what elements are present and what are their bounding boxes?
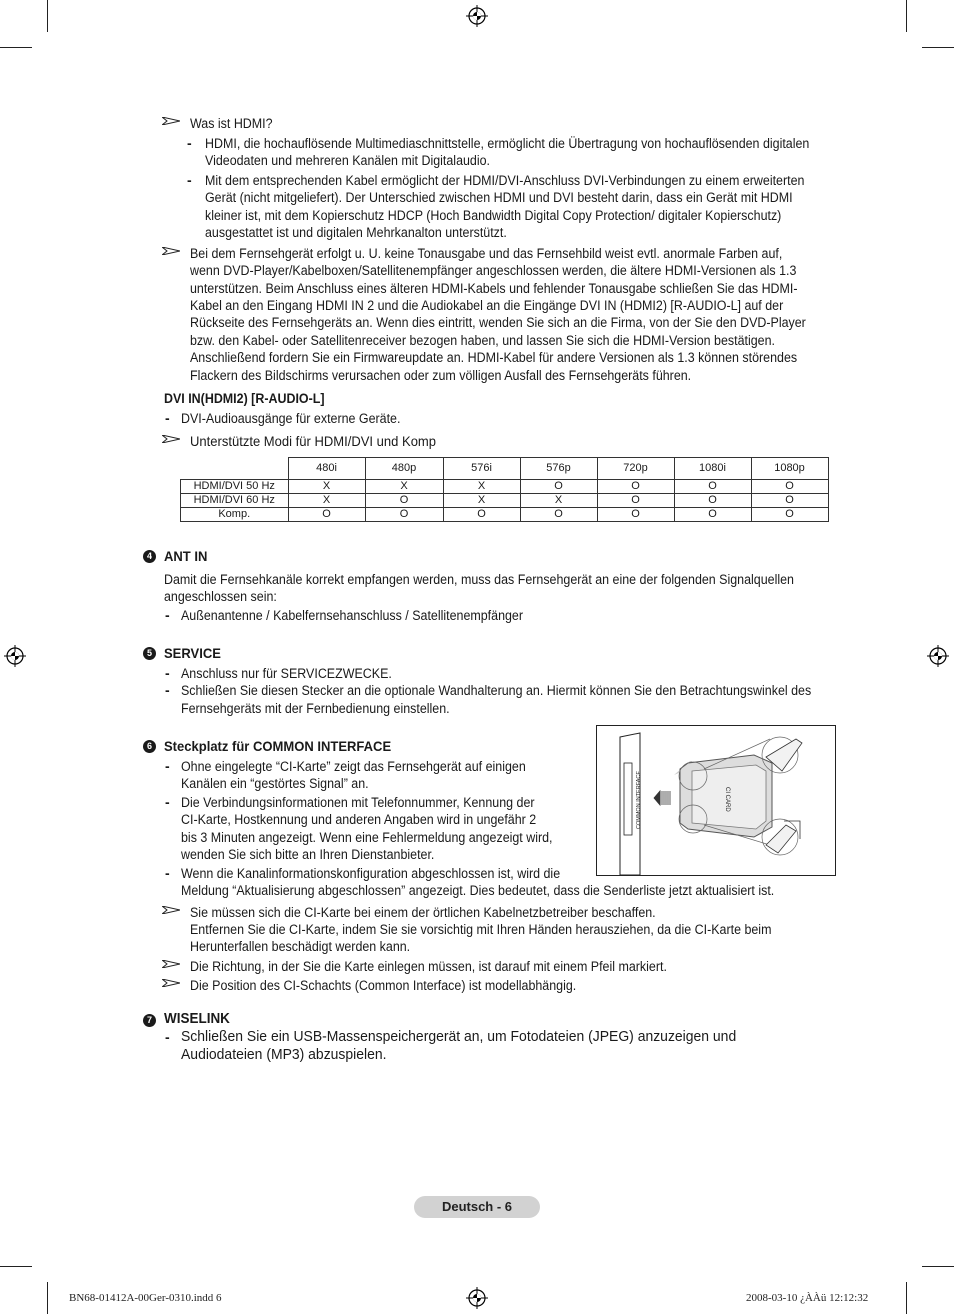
file-slug: BN68-01412A-00Ger-0310.indd 6 [69,1292,222,1304]
ci-card-label: CI CARD [724,787,730,812]
table-row [181,508,829,522]
ant-heading: ANT IN [164,548,208,564]
note-arrow-icon [162,906,180,914]
hdmi-item-2-line-3: kleiner ist, mit dem Kopierschutz HDCP (Hoch Bandwidth Digital Copy Protection/ digitaler Kopierschutz) [205,208,782,223]
ant-text-line-2: angeschlossen sein: [164,589,277,604]
registration-mark-icon [466,5,488,27]
registration-mark-icon [927,645,949,667]
table-cell: X [365,480,443,494]
table-row [181,494,829,508]
bullet-dash: - [165,865,170,881]
bullet-dash: - [165,794,170,810]
crop-mark [922,1266,954,1267]
modes-table [180,457,829,522]
hdmi-item-2-line-4: ausgestattet ist und digitalen Mehrkanalton unterstützt. [205,225,507,240]
table-cell: X [443,480,520,494]
tv-note-line-1: Bei dem Fernsehgerät erfolgt u. U. keine Tonausgabe und das Fernsehbild weist evtl. anormale Farben auf, [190,246,783,261]
hdmi-item-2-line-2: Gerät (nicht mitgeliefert). Der Unterschied zwischen HDMI und DVI besteht darin, dass ein Gerät mit HDMI [205,190,793,205]
table-cell: O [597,480,674,494]
dvi-note: Unterstützte Modi für HDMI/DVI und Komp [190,433,437,449]
print-timestamp: 2008-03-10 ¿ÀÀü 12:12:32 [746,1292,869,1304]
table-row [181,480,829,494]
table-header-cell: 720p [597,458,674,480]
dvi-heading: DVI IN(HDMI2) [R-AUDIO-L] [164,391,325,406]
crop-mark [922,47,954,48]
table-cell: O [674,494,751,508]
ci-heading: Steckplatz für COMMON INTERFACE [164,738,392,754]
bullet-dash: - [165,665,170,681]
bullet-dash: - [165,1029,170,1045]
page-number-badge: Deutsch - 6 [414,1196,540,1218]
table-header-cell: 480i [288,458,365,480]
crop-mark [906,1282,907,1314]
hdmi-item-1-line-2: Videodaten und mehreren Kanälen mit Digitalaudio. [205,153,491,168]
ci-item-1-line-2: Kanälen ein “gestörtes Signal” an. [181,776,369,791]
table-cell: O [751,508,828,522]
ci-item-2-line-2: CI-Karte, Hostkennung und anderen Angaben wird in ungefähr 2 [181,812,537,827]
ci-item-3-line-1: Wenn die Kanalinformationskonfiguration abgeschlossen ist, wird die [181,866,561,881]
section-number-badge: 7 [143,1014,156,1027]
section-number-badge: 6 [143,740,156,753]
ant-text-line-1: Damit die Fernsehkanäle korrekt empfangen werden, muss das Fernsehgerät an eine der folgenden Signalquellen [164,572,794,587]
note-arrow-icon [162,960,180,968]
table-cell: O [288,508,365,522]
table-cell: O [674,508,751,522]
table-cell: O [365,494,443,508]
table-cell: X [288,480,365,494]
hdmi-note-title: Was ist HDMI? [190,116,273,131]
ci-item-3-line-2: Meldung “Aktualisierung abgeschlossen” angezeigt. Dies bedeutet, dass die Senderliste jetzt aktualisiert ist. [181,883,775,898]
service-item-2-line-2: Fernsehgeräts mit der Fernbedienung einstellen. [181,701,450,716]
table-header-cell: 576p [520,458,597,480]
table-cell: O [443,508,520,522]
ci-item-2-line-1: Die Verbindungsinformationen mit Telefonnummer, Kennung der [181,795,535,810]
ci-note-1-line-1: Sie müssen sich die CI-Karte bei einem der örtlichen Kabelnetzbetreiber beschaffen. [190,905,656,920]
crop-mark [0,47,32,48]
service-item-1: Anschluss nur für SERVICEZWECKE. [181,666,392,681]
ci-item-2-line-4: wenden Sie sich bitte an Ihren Dienstanbieter. [181,847,435,862]
table-row-label: HDMI/DVI 60 Hz [181,494,289,508]
ci-slot-label: COMMON INTERFACE [636,770,642,829]
table-row-label: Komp. [181,508,289,522]
bullet-dash: - [165,607,170,623]
hdmi-item-1-line-1: HDMI, die hochauflösende Multimediaschnittstelle, ermöglicht die Übertragung von hochauflösenden digitalen [205,136,810,151]
wiselink-item-line-1: Schließen Sie ein USB-Massenspeichergerät an, um Fotodateien (JPEG) anzuzeigen und [181,1028,737,1045]
crop-mark [47,0,48,32]
note-arrow-icon [162,247,180,255]
hdmi-item-2-line-1: Mit dem entsprechenden Kabel ermöglicht der HDMI/DVI-Anschluss DVI-Verbindungen zu einem erweiterten [205,173,805,188]
ant-item: Außenantenne / Kabelfernsehanschluss / Satellitenempfänger [181,608,524,623]
ci-note-1-line-3: Herunterfallen beschädigt werden kann. [190,939,411,954]
bullet-dash: - [165,682,170,698]
ci-item-1-line-1: Ohne eingelegte “CI-Karte” zeigt das Fernsehgerät auf einigen [181,759,526,774]
table-cell: O [520,480,597,494]
tv-note-line-6: bzw. den Kabel- oder Satellitenreceiver bezogen haben, und lassen Sie sich die HDMI-Version bestätigen. [190,333,775,348]
bullet-dash: - [165,410,170,426]
table-cell: O [751,494,828,508]
table-cell: O [365,508,443,522]
tv-note-line-3: unterstützen. Beim Anschluss eines älteren HDMI-Kabels und fehlender Tonausgabe schließen Sie das HDMI- [190,281,798,296]
table-cell: O [751,480,828,494]
registration-mark-icon [466,1287,488,1309]
table-cell: X [520,494,597,508]
tv-note-line-5: Rückseite des Fernsehgeräts an. Wenn dies eintritt, wenden Sie sich an die Firma, von der Sie den DVD-Player [190,315,806,330]
section-number-badge: 5 [143,647,156,660]
bullet-dash: - [187,172,192,188]
table-header-cell: 1080p [751,458,828,480]
crop-mark [47,1282,48,1314]
dvi-item: DVI-Audioausgänge für externe Geräte. [181,411,401,426]
table-header-row [181,458,829,480]
section-number-badge: 4 [143,550,156,563]
table-cell: O [597,494,674,508]
table-header-cell: 480p [365,458,443,480]
registration-mark-icon [4,645,26,667]
bullet-dash: - [165,758,170,774]
tv-note-line-2: wenn DVD-Player/Kabelboxen/Satellitenempfänger angeschlossen werden, die ältere HDMI-Versionen als 1.3 [190,263,797,278]
tv-note-line-7: Anschließend fordern Sie ein Firmwareupdate an. HDMI-Kabel für andere Versionen als 1.3 können störendes [190,350,798,365]
table-cell: X [288,494,365,508]
ci-note-3: Die Position des CI-Schachts (Common Interface) ist modellabhängig. [190,978,577,993]
ci-note-1-line-2: Entfernen Sie die CI-Karte, indem Sie sie vorsichtig mit Ihren Händen herausziehen, da die CI-Karte beim [190,922,772,937]
bullet-dash: - [187,135,192,151]
ci-card-illustration [596,725,836,876]
wiselink-heading: WISELINK [164,1011,230,1027]
table-corner-cell [181,458,289,480]
service-heading: SERVICE [164,645,221,661]
ci-item-2-line-3: bis 3 Minuten angezeigt. Wenn eine Fehlermeldung angezeigt wird, [181,830,553,845]
table-cell: O [520,508,597,522]
table-cell: O [674,480,751,494]
table-header-cell: 1080i [674,458,751,480]
note-arrow-icon [162,435,180,443]
crop-mark [906,0,907,32]
table-header-cell: 576i [443,458,520,480]
note-arrow-icon [162,979,180,987]
crop-mark [0,1266,32,1267]
ci-note-2: Die Richtung, in der Sie die Karte einlegen müssen, ist darauf mit einem Pfeil markiert. [190,959,667,974]
table-row-label: HDMI/DVI 50 Hz [181,480,289,494]
table-cell: O [597,508,674,522]
service-item-2-line-1: Schließen Sie diesen Stecker an die optionale Wandhalterung an. Hiermit können Sie den Betrachtungswinkel des [181,683,812,698]
tv-note-line-4: Kabel an den Eingang HDMI IN 2 und die Audiokabel an die Eingänge DVI IN (HDMI2) [R-AUDIO-L] auf der [190,298,784,313]
note-arrow-icon [162,117,180,125]
tv-note-line-8: Flackern des Bildschirms verursachen oder zum völligen Ausfall des Fernsehgeräts führen. [190,368,692,383]
table-cell: X [443,494,520,508]
wiselink-item-line-2: Audiodateien (MP3) abzuspielen. [181,1046,387,1063]
